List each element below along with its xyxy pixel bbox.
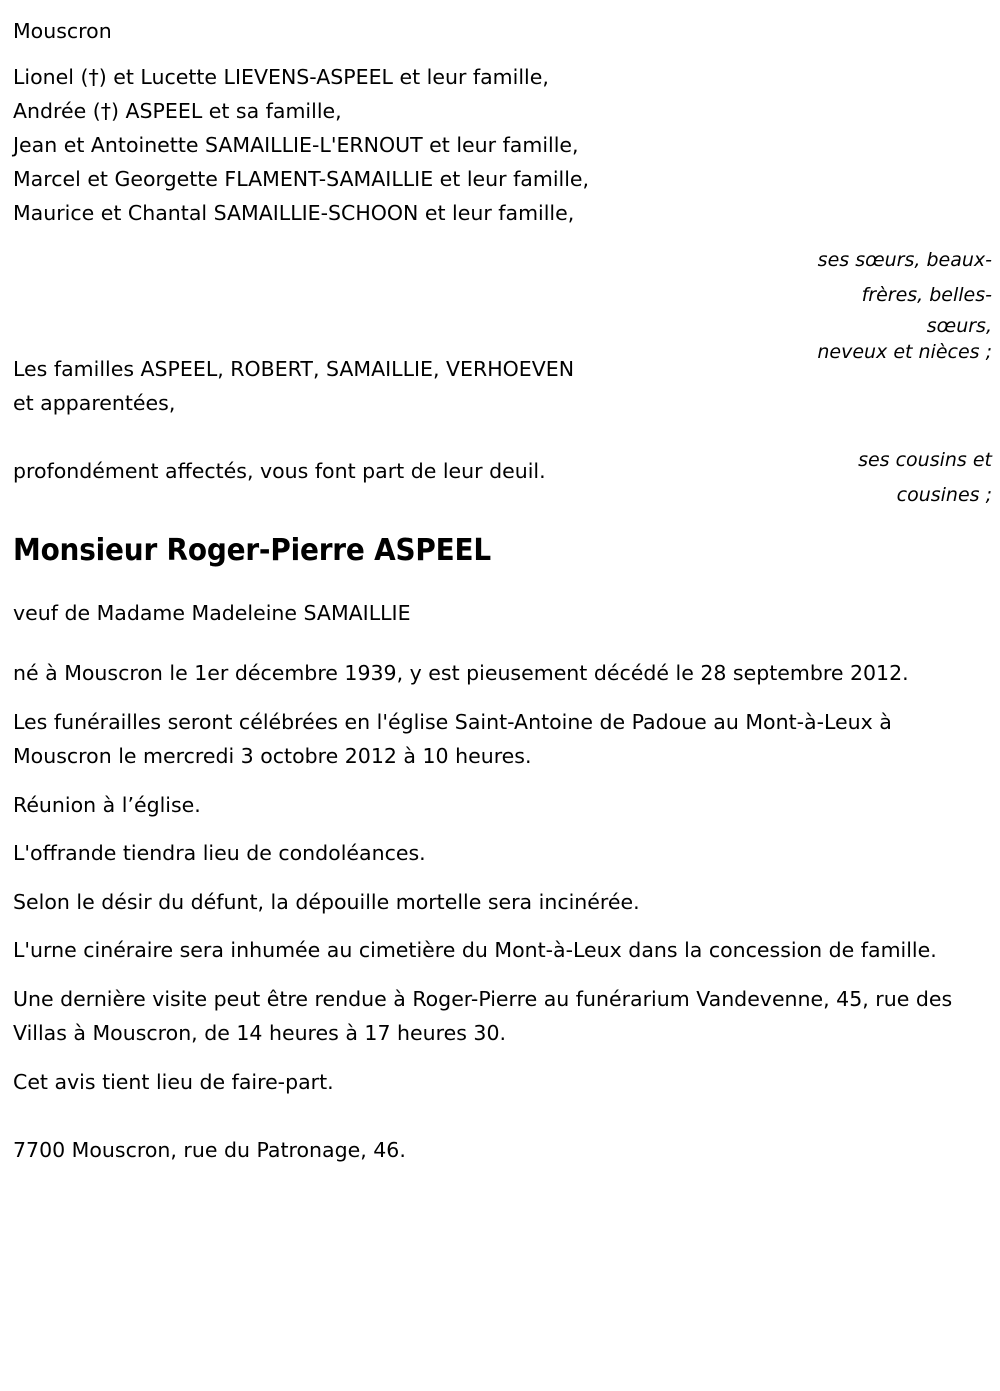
urn-paragraph: L'urne cinéraire sera inhumée au cimetière du Mont-à-Leux dans la concession de famille. — [13, 938, 937, 962]
spacer — [13, 1099, 992, 1133]
address-line: 7700 Mouscron, rue du Patronage, 46. — [13, 1138, 406, 1162]
relation-line: cousines ; — [896, 484, 992, 506]
relation-line: neveux et nièces ; — [817, 341, 992, 363]
families-line-2: et apparentées, — [13, 391, 176, 415]
survivor-line: Andrée (†) ASPEEL et sa famille, — [13, 99, 342, 123]
spouse-line: veuf de Madame Madeleine SAMAILLIE — [13, 601, 411, 625]
deceased-name: Monsieur Roger-Pierre ASPEEL — [13, 533, 492, 568]
spacer — [13, 630, 992, 656]
locality: Mouscron — [13, 19, 112, 43]
notice-note-paragraph: Cet avis tient lieu de faire-part. — [13, 1069, 334, 1094]
relation-line: sœurs, — [926, 315, 992, 337]
spacer — [13, 822, 992, 836]
survivor-line: Lionel (†) et Lucette LIEVENS-ASPEEL et leur famille, — [13, 65, 549, 89]
spacer — [13, 871, 992, 885]
spacer — [13, 1051, 992, 1065]
relation-caption-cousins — [652, 443, 992, 513]
relation-caption-siblings — [652, 243, 992, 365]
spacer — [13, 968, 992, 982]
condolence-statement: profondément affectés, vous font part de leur deuil. — [13, 459, 546, 483]
survivors-list — [13, 60, 992, 230]
gathering-paragraph: Réunion à l’église. — [13, 792, 201, 817]
offering-paragraph: L'offrande tiendra lieu de condoléances. — [13, 841, 426, 865]
survivor-line: Maurice et Chantal SAMAILLIE-SCHOON et leur famille, — [13, 201, 575, 225]
spacer — [13, 570, 992, 596]
spacer — [13, 774, 992, 788]
relation-line: ses cousins et — [858, 449, 992, 471]
birth-death-paragraph: né à Mouscron le 1er décembre 1939, y est pieusement décédé le 28 septembre 2012. — [13, 661, 909, 685]
spacer — [13, 691, 992, 705]
spacer — [13, 919, 992, 933]
funeral-paragraph: Les funérailles seront célébrées en l'église Saint-Antoine de Padoue au Mont-à-Leux à Mouscron le mercredi 3 octobre 2012 à 10 heures. — [13, 709, 892, 768]
relation-line: frères, belles- — [861, 284, 992, 306]
visitation-paragraph: Une dernière visite peut être rendue à Roger-Pierre au funérarium Vandevenne, 45, rue des Villas à Mouscron, de 14 heures à 17 heures 30. — [13, 986, 953, 1045]
cremation-paragraph: Selon le désir du défunt, la dépouille mortelle sera incinérée. — [13, 889, 640, 914]
relation-line: ses sœurs, beaux- — [817, 249, 992, 271]
families-line-1: Les familles ASPEEL, ROBERT, SAMAILLIE, VERHOEVEN — [13, 357, 575, 381]
survivor-line: Jean et Antoinette SAMAILLIE-L'ERNOUT et leur famille, — [13, 133, 579, 157]
survivor-line: Marcel et Georgette FLAMENT-SAMAILLIE et leur famille, — [13, 167, 590, 191]
